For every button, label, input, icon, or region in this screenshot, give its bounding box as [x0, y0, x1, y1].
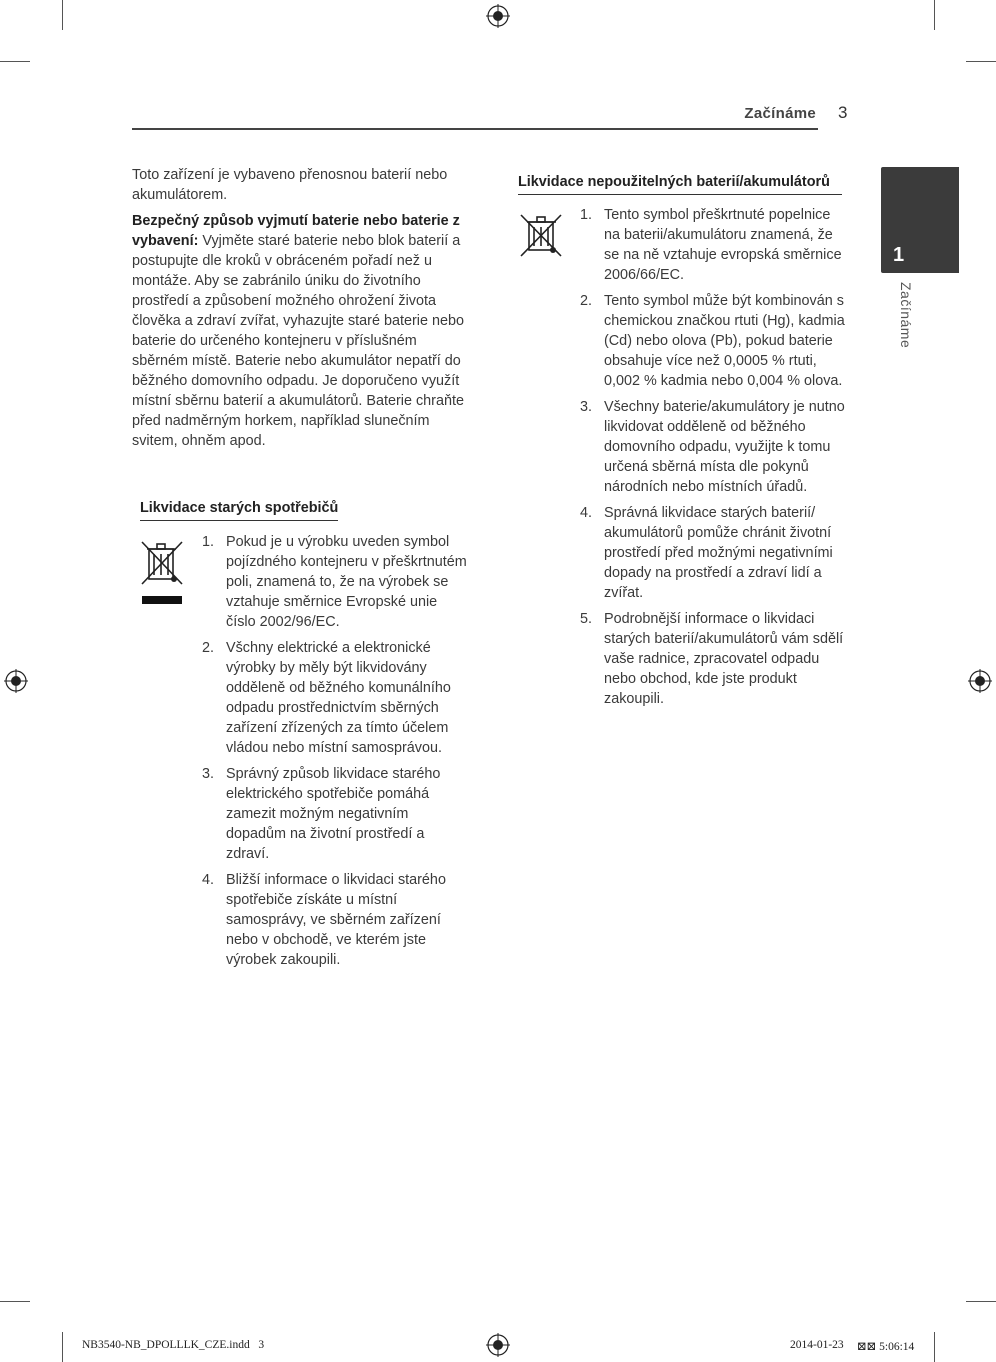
footer-time: ⊠⊠ 5:06:14: [857, 1341, 915, 1353]
list-item: 3. Správný způsob likvidace starého elektrického spotřebiče pomáhá zamezit možným negativním dopadům na životní prostředí a zdraví.: [202, 766, 441, 862]
footer-filename: NB3540-NB_DPOLLLK_CZE.indd 3: [82, 1339, 265, 1351]
registration-mark-icon: [968, 669, 992, 693]
header-rule: [132, 128, 818, 130]
list-item: 4. Bližší informace o likvidaci starého spotřebiče získáte u místní samosprávy, ve sběrném zařízení nebo v obchodě, ve kterém jste výrobek zakoupili.: [202, 872, 446, 968]
intro-paragraph: Toto zařízení je vybaveno přenosnou baterií nebo akumulátorem.: [132, 167, 448, 203]
running-header-title: Začínáme: [744, 105, 816, 122]
registration-mark-icon: [4, 669, 28, 693]
old-appliances-title: Likvidace starých spotřebičů: [140, 500, 338, 521]
list-item: 1. Pokud je u výrobku uveden symbol pojízdného kontejneru v přeškrtnutém poli, znamená to, že na výrobek se vztahuje směrnice Evropské unie číslo 2002/96/EC.: [202, 534, 467, 630]
crop-mark: [0, 61, 30, 62]
crossed-out-battery-bin-icon: [516, 210, 566, 260]
crop-mark: [62, 0, 63, 30]
list-item: 2. Všchny elektrické a elektronické výrobky by měly být likvidovány odděleně od běžného komunálního odpadu prostřednictvím sběrných zařízení zřízených za tímto účelem vládou nebo místní samosprávou.: [202, 640, 451, 756]
chapter-tab: [881, 167, 959, 273]
list-item: 5. Podrobnější informace o likvidaci starých baterií/akumulátorů vám sdělí vaše radnice, zpracovatel odpadu nebo obchod, kde jste produkt zakoupili.: [580, 611, 844, 707]
chapter-number: 1: [893, 244, 905, 266]
crop-mark: [966, 61, 996, 62]
crop-mark: [934, 1332, 935, 1362]
safe-removal-heading: Bezpečný způsob vyjmutí baterie nebo baterie z vybavení:: [132, 213, 460, 249]
safe-removal-text: Vyjměte staré baterie nebo blok baterií a postupujte dle kroků v obráceném pořadí než u montáže. Aby se zabránilo úniku do životního prostředí a způsobení možného ohrožení života člověka a zdraví zvířat, vyhazujte staré baterie nebo baterie do určeného kontejneru v příslušném sběrném místě. Baterie nebo akumulátor nepatří do běžného domovního odpadu. Je doporučeno využít místní sběrnu baterií a akumulátorů. Baterie chraňte před nadměrným horkem, například slunečním svitem, ohněm apod.: [132, 233, 464, 449]
list-item: 1. Tento symbol přeškrtnuté popelnice na baterii/akumulátoru znamená, že se na ně vztahuje evropská směrnice 2006/66/EC.: [580, 207, 842, 283]
list-item: 3. Všechny baterie/akumulátory je nutno likvidovat odděleně od běžného domovního odpadu, využijte k tomu určená sběrná místa dle pokynů národních nebo místních úřadů.: [580, 399, 845, 495]
crossed-out-wheelie-bin-icon: [138, 536, 186, 606]
batteries-title: Likvidace nepoužitelných baterií/akumulátorů: [518, 174, 842, 195]
registration-mark-icon: [486, 4, 510, 28]
crop-mark: [62, 1332, 63, 1362]
footer-date: 2014-01-23: [790, 1339, 844, 1351]
list-item: 2. Tento symbol může být kombinován s chemickou značkou rtuti (Hg), kadmia (Cd) nebo olova (Pb), pokud baterie obsahuje více než 0,0005 % rtuti, 0,002 % kadmia nebo 0,004 % olova.: [580, 293, 845, 389]
crop-mark: [934, 0, 935, 30]
registration-mark-icon: [486, 1333, 510, 1357]
chapter-side-label: Začínáme: [898, 282, 914, 349]
old-appliances-list: [202, 532, 470, 976]
batteries-list: [580, 205, 848, 715]
page-number: 3: [838, 103, 848, 122]
crop-mark: [0, 1301, 30, 1302]
list-item: 4. Správná likvidace starých baterií/ akumulátorů pomůže chránit životní prostředí před možnými negativními dopady na prostředí a zdraví lidí a zvířat.: [580, 505, 833, 601]
crop-mark: [966, 1301, 996, 1302]
safe-removal-paragraph: [132, 211, 476, 451]
